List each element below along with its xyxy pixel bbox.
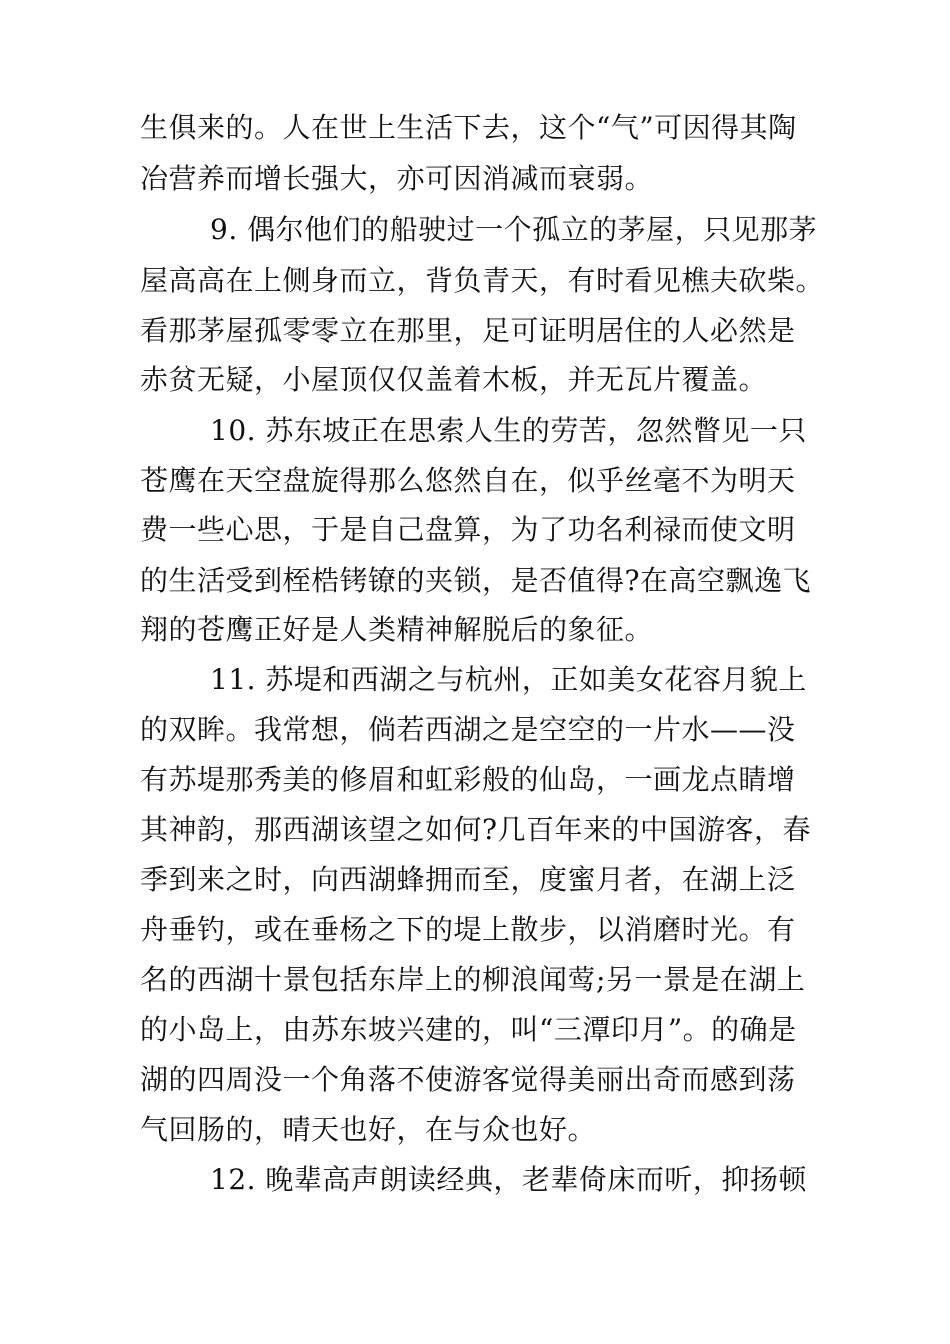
text-line-19: 的小岛上，由苏东坡兴建的，叫“三潭印月”。的确是 — [140, 1013, 797, 1046]
text-line-5: 看那茅屋孤零零立在那里，足可证明居住的人必然是 — [140, 314, 796, 347]
text-line-9: 费一些心思，于是自己盘算，为了功名利禄而使文明 — [140, 513, 796, 546]
text-line-15: 其神韵，那西湖该望之如何?几百年来的中国游客，春 — [140, 813, 812, 846]
text-line-16: 季到来之时，向西湖蜂拥而至，度蜜月者，在湖上泛 — [140, 863, 796, 896]
text-line-1: 生俱来的。人在世上生活下去，这个“气”可因得其陶 — [140, 111, 797, 144]
paragraph-12-start: 12. 晚辈高声朗读经典，老辈倚床而听，抑扬顿 — [210, 1163, 807, 1196]
text-line-13: 的双眸。我常想，倘若西湖之是空空的一片水——没 — [140, 713, 796, 746]
text-line-2: 冶营养而增长强大，亦可因消减而衰弱。 — [140, 162, 654, 195]
text-line-10: 的生活受到桎梏铐镣的夹锁，是否值得?在高空飘逸飞 — [140, 564, 812, 597]
paragraph-10-start: 10. 苏东坡正在思索人生的劳苦，忽然瞥见一只 — [210, 414, 807, 447]
text-line-18: 名的西湖十景包括东岸上的柳浪闻莺;另一景是在湖上 — [140, 963, 806, 996]
text-line-20: 湖的四周没一个角落不使游客觉得美丽出奇而感到荡 — [140, 1063, 796, 1096]
paragraph-11-start: 11. 苏堤和西湖之与杭州，正如美女花容月貌上 — [210, 663, 807, 696]
paragraph-9-start: 9. 偶尔他们的船驶过一个孤立的茅屋，只见那茅 — [210, 213, 818, 246]
text-line-6: 赤贫无疑，小屋顶仅仅盖着木板，并无瓦片覆盖。 — [140, 363, 768, 396]
text-line-14: 有苏堤那秀美的修眉和虹彩般的仙岛，一画龙点睛增 — [140, 763, 796, 796]
text-line-11: 翔的苍鹰正好是人类精神解脱后的象征。 — [140, 613, 654, 646]
text-line-21: 气回肠的，晴天也好，在与众也好。 — [140, 1113, 597, 1146]
text-line-17: 舟垂钓，或在垂杨之下的堤上散步，以消磨时光。有 — [140, 913, 796, 946]
text-line-8: 苍鹰在天空盘旋得那么悠然自在，似乎丝毫不为明天 — [140, 464, 796, 497]
text-line-4: 屋高高在上侧身而立，背负青天，有时看见樵夫砍柴。 — [140, 264, 825, 297]
